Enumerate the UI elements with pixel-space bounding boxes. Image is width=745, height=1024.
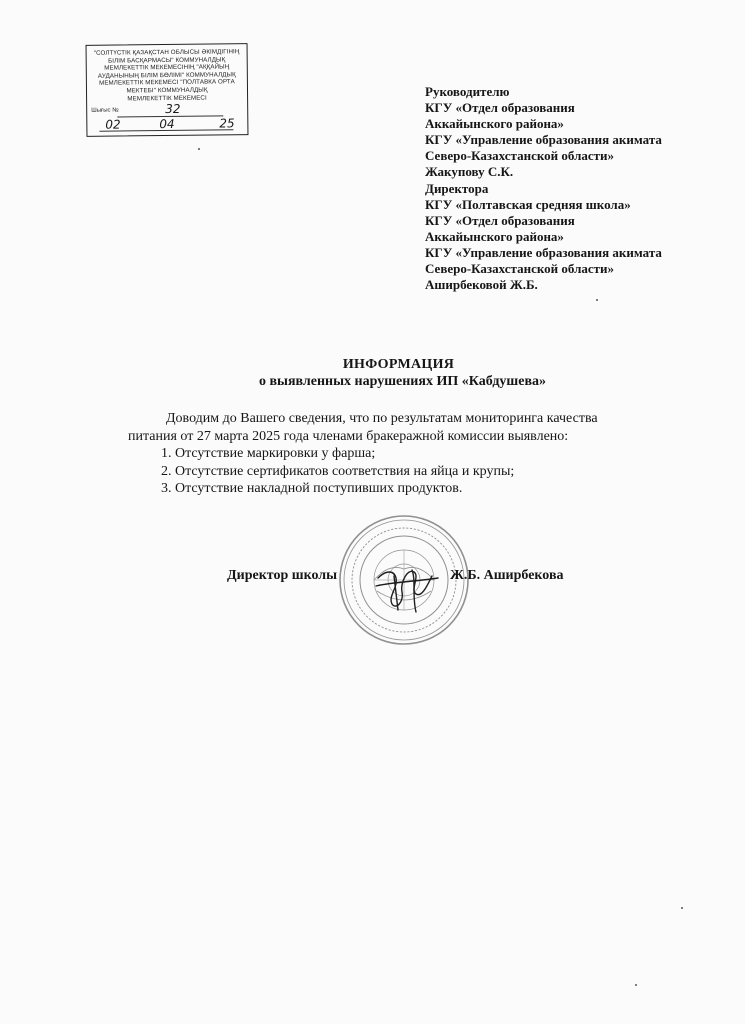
stamp-line: "СОЛТҮСТІК ҚАЗАҚСТАН ОБЛЫСЫ ӘКІМДІГІНІҢ [93,48,240,57]
date-month: 04 [159,117,175,132]
addressee-line: Северо-Казахстанской области» [425,261,615,277]
stamp-line: МЕМЛЕКЕТТІК МЕКЕМЕСІ "ПОЛТАВКА ОРТА [99,78,235,88]
addressee-line: Северо-Казахстанской области» [425,148,615,164]
addressee-line: Аширбековой Ж.Б. [425,277,538,293]
addressee-line: Руководителю [425,84,510,99]
stamp-line: МЕМЛЕКЕТТІК МЕКЕМЕСІНІҢ "АҚҚАЙЫҢ [104,63,230,72]
outgoing-date-row [91,117,243,133]
addressee-line: КГУ «Отдел образования [425,100,575,116]
document-subtitle: о выявленных нарушениях ИП «Кабдушева» [258,374,547,389]
stamp-line: МЕКТЕБІ" КОММУНАЛДЫҚ [126,86,208,95]
outgoing-number-label: Шығыс № [91,107,119,114]
document-title: ИНФОРМАЦИЯ [342,357,455,372]
stamp-org-text [91,48,244,103]
body-paragraph-line: питания от 27 марта 2025 года членами бракеражной комиссии выявлено: [128,428,569,444]
paper-speck [198,148,200,150]
date-year: 25 [219,116,235,131]
violation-list-item: 3. Отсутствие накладной поступивших продуктов. [161,481,463,496]
addressee-block [425,84,725,293]
addressee-line: Аккайынского района» [425,228,564,244]
document-body [128,410,728,498]
addressee-line: Аккайынского района» [425,116,564,132]
body-paragraph-line: Доводим до Вашего сведения, что по результатам мониторинга качества [166,411,598,426]
addressee-line: КГУ «Отдел образования [425,212,575,228]
violation-list-item: 2. Отсутствие сертификатов соответствия на яйца и крупы; [161,463,515,479]
signature-position: Директор школы [227,568,338,583]
addressee-line: КГУ «Управление образования акимата [425,244,662,260]
registration-stamp [86,43,249,137]
date-day: 02 [105,117,121,132]
signature-name: Ж.Б. Аширбекова [450,568,564,583]
outgoing-number: 32 [165,102,181,117]
addressee-line: КГУ «Управление образования акимата [425,132,662,148]
addressee-line: Жакупову С.К. [425,164,514,180]
paper-speck [596,299,598,301]
addressee-line: КГУ «Полтавская средняя школа» [425,196,631,212]
paper-speck [681,907,683,909]
addressee-line: Директора [425,180,489,196]
stamp-line: АУДАНЫНЫҢ БІЛІМ БӨЛІМІ" КОММУНАЛДЫҚ [97,71,236,80]
paper-speck [635,984,637,986]
handwritten-signature-icon [372,556,442,616]
violation-list-item: 1. Отсутствие маркировки у фарша; [161,446,376,461]
stamp-line: МЕМЛЕКЕТТІК МЕКЕМЕСІ [127,94,207,102]
stamp-line: БІЛІМ БАСҚАРМАСЫ" КОММУНАЛДЫҚ [108,55,226,65]
